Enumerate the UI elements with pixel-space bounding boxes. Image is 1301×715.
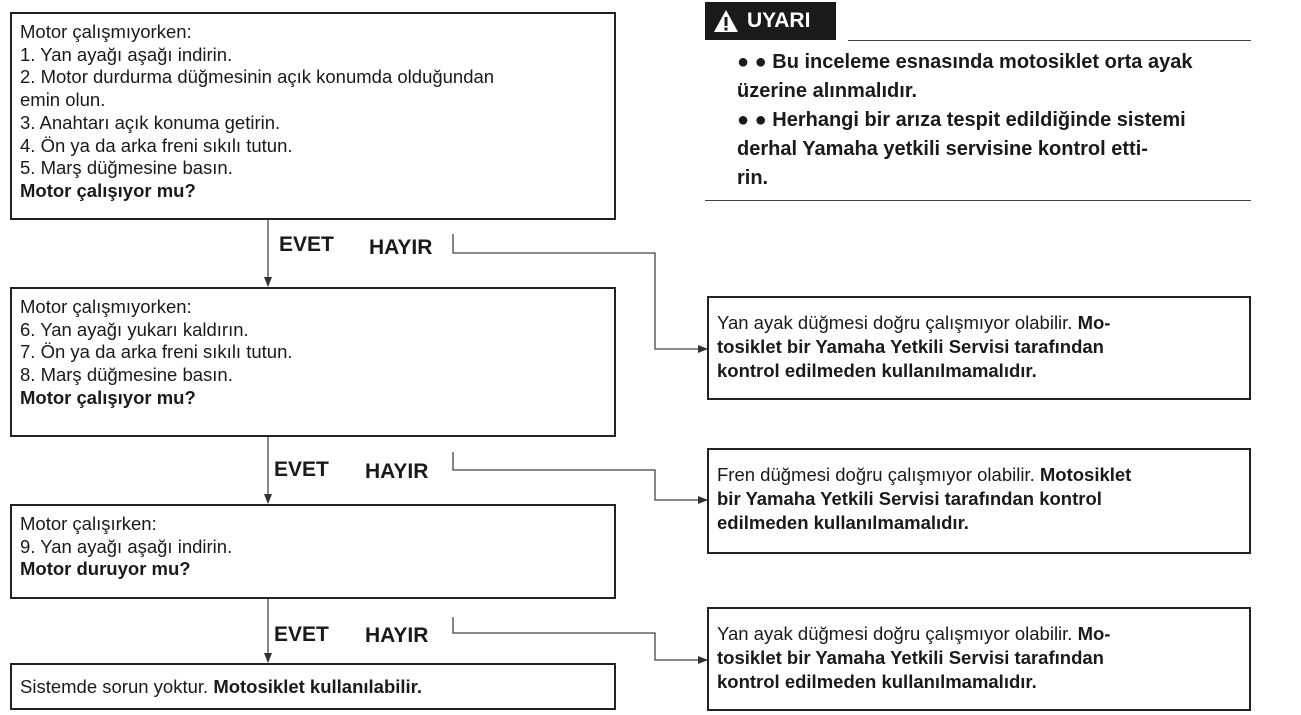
step-line: 4. Ön ya da arka freni sıkılı tutun.	[20, 134, 293, 156]
step-question: Motor duruyor mu?	[20, 558, 191, 580]
step-line: 5. Marş düğmesine basın.	[20, 157, 233, 179]
warning-line: derhal Yamaha yetkili servisine kontrol etti-	[737, 138, 1148, 160]
yes-label-1: EVET	[279, 233, 334, 256]
yes-label-2: EVET	[274, 458, 329, 481]
warning-title: UYARI	[747, 9, 811, 32]
no-arrow-2	[453, 452, 707, 500]
result-line: tosiklet bir Yamaha Yetkili Servisi tarafından	[717, 336, 1104, 357]
no-arrow-3	[453, 617, 707, 660]
result-box-2	[707, 448, 1251, 554]
result-line	[717, 622, 1241, 646]
result-line: kontrol edilmeden kullanılmamalıdır.	[717, 360, 1037, 381]
result-box-1	[707, 296, 1251, 400]
result-line: tosiklet bir Yamaha Yetkili Servisi tarafından	[717, 647, 1104, 668]
result-line	[717, 463, 1241, 487]
step-line: 8. Marş düğmesine basın.	[20, 364, 233, 386]
no-label-3: HAYIR	[365, 624, 429, 647]
result-line: edilmeden kullanılmamalıdır.	[717, 512, 969, 533]
result-line: bir Yamaha Yetkili Servisi tarafından kontrol	[717, 488, 1102, 509]
step-box-3	[10, 504, 616, 599]
result-text: Yan ayak düğmesi doğru çalışmıyor olabilir.	[717, 312, 1073, 333]
step-question: Motor çalışıyor mu?	[20, 386, 196, 408]
step-line: 9. Yan ayağı aşağı indirin.	[20, 535, 233, 557]
step-line: 3. Anahtarı açık konuma getirin.	[20, 111, 281, 133]
step-line: emin olun.	[20, 89, 106, 111]
result-bold-text: Mo-	[1077, 312, 1111, 333]
step-box-1	[10, 12, 616, 220]
result-line: kontrol edilmeden kullanılmamalıdır.	[717, 671, 1037, 692]
step-line: Motor çalışmıyorken:	[20, 296, 192, 317]
step-box-2	[10, 287, 616, 437]
warning-top-rule	[848, 40, 1251, 41]
warning-badge	[705, 2, 836, 40]
warning-line: ● ● Herhangi bir arıza tespit edildiğinde sistemi	[737, 109, 1186, 131]
warning-triangle-icon	[713, 9, 739, 33]
result-bold-text: Mo-	[1077, 623, 1111, 644]
yes-label-3: EVET	[274, 623, 329, 646]
warning-line: ● ● Bu inceleme esnasında motosiklet orta ayak	[737, 51, 1193, 73]
step-line: 2. Motor durdurma düğmesinin açık konumda olduğundan	[20, 66, 495, 88]
no-label-2: HAYIR	[365, 460, 429, 483]
result-bold-text: Motosiklet	[1039, 464, 1132, 485]
step-line: 6. Yan ayağı yukarı kaldırın.	[20, 318, 249, 340]
warning-line: üzerine alınmalıdır.	[737, 80, 918, 102]
step-line: Motor çalışırken:	[20, 513, 157, 534]
final-box	[10, 663, 616, 710]
no-label-1: HAYIR	[369, 236, 433, 259]
result-text: Yan ayak düğmesi doğru çalışmıyor olabilir.	[717, 623, 1073, 644]
result-line	[717, 311, 1241, 335]
result-text: Fren düğmesi doğru çalışmıyor olabilir.	[717, 464, 1035, 485]
step-line: Motor çalışmıyorken:	[20, 21, 192, 42]
step-line: 7. Ön ya da arka freni sıkılı tutun.	[20, 341, 293, 363]
step-question: Motor çalışıyor mu?	[20, 179, 196, 201]
warning-body	[737, 48, 1297, 193]
warning-bottom-rule	[705, 200, 1251, 201]
step-line: 1. Yan ayağı aşağı indirin.	[20, 43, 233, 65]
final-bold-text: Motosiklet kullanılabilir.	[213, 676, 422, 697]
result-box-3	[707, 607, 1251, 711]
warning-line: rin.	[737, 167, 769, 189]
final-text: Sistemde sorun yoktur.	[20, 676, 209, 697]
